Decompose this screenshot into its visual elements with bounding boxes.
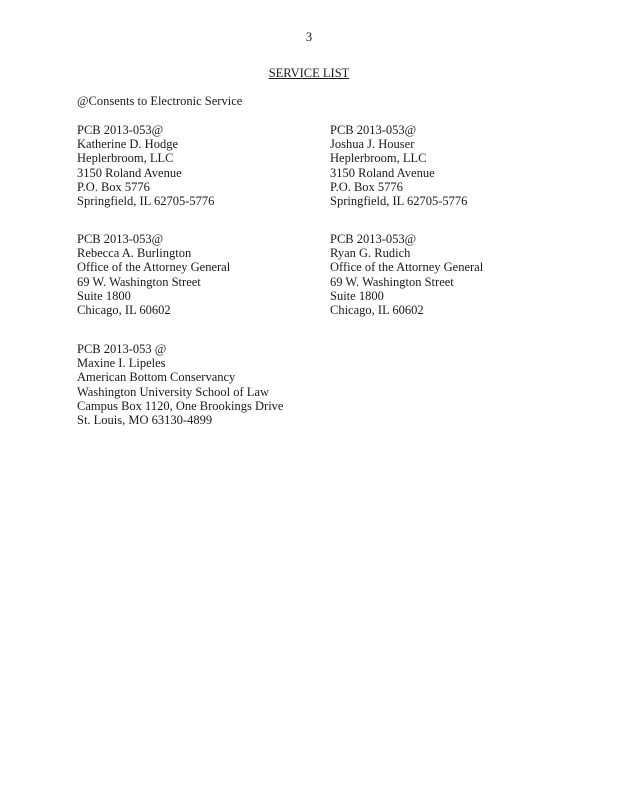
organization-secondary: Washington University School of Law (77, 384, 270, 399)
consent-note: @Consents to Electronic Service (77, 94, 243, 108)
organization: Heplerbroom, LLC (77, 151, 174, 166)
city-state-zip: Chicago, IL 60602 (77, 303, 171, 318)
service-entry (77, 123, 214, 208)
organization: Office of the Attorney General (77, 260, 231, 275)
document-title: SERVICE LIST (268, 66, 350, 80)
po-box: P.O. Box 5776 (330, 179, 403, 194)
street-address: 3150 Roland Avenue (77, 165, 182, 180)
recipient-name: Rebecca A. Burlington (77, 246, 192, 261)
page-number: 3 (305, 30, 313, 44)
recipient-name: Joshua J. Houser (330, 137, 415, 152)
recipient-name: Ryan G. Rudich (330, 246, 411, 261)
street-address: 69 W. Washington Street (330, 274, 454, 289)
case-number: PCB 2013-053@ (77, 123, 164, 137)
case-number: PCB 2013-053@ (330, 232, 417, 246)
organization: Heplerbroom, LLC (330, 151, 427, 166)
street-address: Campus Box 1120, One Brookings Drive (77, 398, 284, 413)
case-number: PCB 2013-053@ (330, 123, 417, 137)
city-state-zip: Springfield, IL 62705-5776 (330, 194, 468, 209)
organization: American Bottom Conservancy (77, 370, 236, 385)
service-entry (77, 232, 230, 317)
service-entry (330, 123, 467, 208)
case-number: PCB 2013-053 @ (77, 342, 167, 356)
street-address: 3150 Roland Avenue (330, 165, 435, 180)
service-entry (330, 232, 483, 317)
service-entry (77, 342, 283, 427)
recipient-name: Katherine D. Hodge (77, 137, 179, 152)
case-number: PCB 2013-053@ (77, 232, 164, 246)
po-box: P.O. Box 5776 (77, 179, 150, 194)
recipient-name: Maxine I. Lipeles (77, 356, 166, 371)
city-state-zip: Chicago, IL 60602 (330, 303, 424, 318)
suite: Suite 1800 (77, 288, 131, 303)
suite: Suite 1800 (330, 288, 384, 303)
street-address: 69 W. Washington Street (77, 274, 201, 289)
organization: Office of the Attorney General (330, 260, 484, 275)
city-state-zip: St. Louis, MO 63130-4899 (77, 413, 213, 428)
city-state-zip: Springfield, IL 62705-5776 (77, 194, 215, 209)
